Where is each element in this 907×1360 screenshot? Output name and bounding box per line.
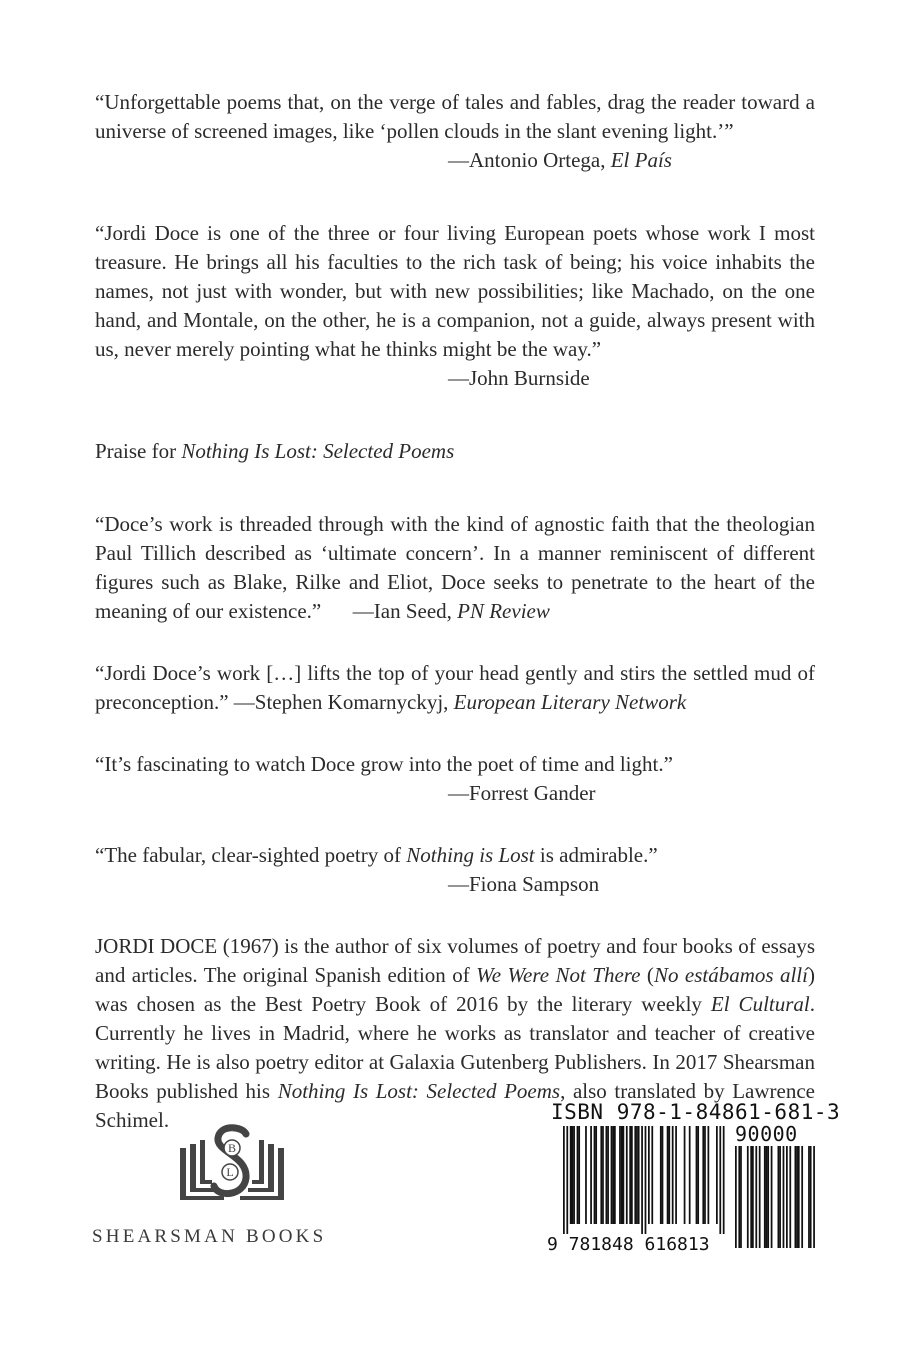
barcode-bar <box>606 1126 608 1224</box>
quote-ortega: “Unforgettable poems that, on the verge of tales and fables, drag the reader toward a universe of screened images, like ‘pollen clouds in the slant evening light.’” <box>95 90 815 143</box>
barcode-bar <box>634 1126 636 1224</box>
barcode-bar <box>723 1126 725 1234</box>
sampson-book-title: Nothing is Lost <box>406 843 535 867</box>
addon-bar <box>750 1146 752 1248</box>
back-cover-text <box>95 88 815 1135</box>
barcode-bar <box>595 1126 597 1224</box>
source-pn-review: PN Review <box>457 599 550 623</box>
praise-book-title: Nothing Is Lost: Selected Poems <box>181 439 455 463</box>
barcode-bar <box>684 1126 686 1224</box>
barcode-bar <box>638 1126 640 1224</box>
publisher-logo <box>92 1122 372 1252</box>
addon-bar <box>783 1146 785 1248</box>
addon-bar <box>789 1146 791 1248</box>
barcode-bar <box>667 1126 669 1224</box>
svg-text:L: L <box>226 1165 234 1179</box>
barcode-bar <box>607 1126 609 1224</box>
barcode-bar <box>629 1126 631 1224</box>
barcode-bar <box>675 1126 677 1224</box>
addon-bar <box>795 1146 797 1248</box>
addon-bar <box>747 1146 749 1248</box>
barcode-bar <box>662 1126 664 1224</box>
barcode-bar <box>716 1126 718 1224</box>
barcode-bar <box>631 1126 633 1224</box>
praise-heading: Praise for Nothing Is Lost: Selected Poems <box>95 439 455 463</box>
barcode-bar <box>621 1126 623 1224</box>
addon-bar <box>771 1146 773 1248</box>
addon-bar <box>759 1146 761 1248</box>
attribution-ortega: —Antonio Ortega, El País <box>448 148 672 172</box>
addon-bar <box>798 1146 800 1248</box>
barcode-bar <box>585 1126 587 1224</box>
barcode-bar <box>696 1126 698 1224</box>
barcode-bar <box>572 1126 574 1224</box>
quote-seed: “Doce’s work is threaded through with the kind of agnostic faith that the theologian Paul Tillich described as ‘ultimate concern’. In a manner reminiscent of different figures such as Blake, Rilke and Eliot, Doce seeks to penetrate to the heart of the meaning of our existence.” —Ian Seed, PN Review <box>95 512 815 623</box>
svg-text:S: S <box>232 1131 233 1132</box>
addon-bar <box>766 1146 768 1248</box>
barcode-bar <box>623 1126 625 1224</box>
barcode-bar <box>612 1126 614 1224</box>
barcode-bar <box>600 1126 602 1224</box>
addon-bar <box>738 1146 740 1248</box>
author-bio: JORDI DOCE (1967) is the author of six volumes of poetry and four books of essays and articles. The original Spanish edition of We Were Not There (No estábamos allí) was chosen as the Best Poetry Book of 2016 by the literary weekly El Cultural. Currently he lives in Madrid, where he works as translator and teacher of creative writing. He is also poetry editor at Galaxia Gutenberg Publishers. In 2017 Shearsman Books published his Nothing Is Lost: Selected Poems, also translated by Lawrence Schimel. <box>95 934 816 1132</box>
barcode-bar <box>636 1126 638 1224</box>
barcode-bar <box>648 1126 650 1224</box>
source-el-pais: El País <box>610 148 672 172</box>
attribution-sampson: —Fiona Sampson <box>448 872 600 896</box>
barcode-bar <box>573 1126 575 1224</box>
isbn-barcode <box>547 1100 841 1265</box>
attribution-gander: —Forrest Gander <box>448 781 596 805</box>
barcode-bar <box>619 1126 621 1224</box>
barcode-bar <box>641 1126 643 1234</box>
barcode-bar <box>626 1126 628 1224</box>
barcode-bar <box>668 1126 670 1224</box>
barcode-bar <box>660 1126 662 1224</box>
quote-komarnyckyj: “Jordi Doce’s work […] lifts the top of your head gently and stirs the settled mud of preconception.” —Stephen Komarnyckyj, European Literary Network <box>95 661 815 714</box>
attribution-burnside: —John Burnside <box>448 366 590 390</box>
shearsman-logo-icon <box>172 1122 292 1212</box>
barcode-bar <box>602 1126 604 1224</box>
barcode-bar <box>708 1126 710 1224</box>
source-eln: European Literary Network <box>453 690 687 714</box>
svg-text:B: B <box>227 1141 237 1155</box>
barcode-bar <box>577 1126 579 1224</box>
addon-bar <box>796 1146 798 1248</box>
ean13-barcode-icon <box>547 1126 727 1236</box>
attribution-seed: —Ian Seed, PN Review <box>352 599 550 623</box>
barcode-bar <box>704 1126 706 1224</box>
quote-burnside: “Jordi Doce is one of the three or four living European poets whose work I most treasure. He brings all his faculties to the rich task of being; his voice inhabits the names, not just with wonder, but with new possibilities; like Machado, on the one hand, and Montale, on the other, he is a companion, not a guide, always present with us, never merely pointing what he thinks might be the way.” <box>95 221 815 361</box>
addon-bar <box>740 1146 742 1248</box>
barcode-bar <box>611 1126 613 1224</box>
barcode-bar <box>590 1126 592 1224</box>
addon-bar <box>755 1146 757 1248</box>
addon-bar <box>810 1146 812 1248</box>
publisher-name: SHEARSMAN BOOKS <box>92 1226 327 1247</box>
isbn-label: ISBN 978-1-84861-681-3 <box>551 1100 841 1124</box>
barcode-bar <box>719 1126 721 1234</box>
barcode-bar <box>651 1126 653 1224</box>
quote-gander: “It’s fascinating to watch Doce grow into the poet of time and light.” <box>95 752 673 776</box>
barcode-bar <box>689 1126 691 1224</box>
addon-bar <box>735 1146 737 1248</box>
quote-sampson: “The fabular, clear-sighted poetry of Nothing is Lost is admirable.” <box>95 843 658 867</box>
barcode-bar <box>702 1126 704 1224</box>
barcode-bar <box>594 1126 596 1224</box>
barcode-bar <box>563 1126 565 1234</box>
addon-bar <box>764 1146 766 1248</box>
barcode-digits: 9 781848 616813 <box>547 1234 710 1255</box>
barcode-bar <box>570 1126 572 1224</box>
price-code: 90000 <box>735 1122 798 1146</box>
barcode-bar <box>578 1126 580 1224</box>
addon-bar <box>808 1146 810 1248</box>
addon-bar <box>813 1146 815 1248</box>
addon-barcode-icon <box>735 1146 821 1250</box>
addon-bar <box>767 1146 769 1248</box>
barcode-bar <box>697 1126 699 1224</box>
barcode-bar <box>645 1126 647 1234</box>
attribution-komarnyckyj: —Stephen Komarnyckyj, European Literary Network <box>233 690 687 714</box>
addon-bar <box>779 1146 781 1248</box>
addon-bar <box>752 1146 754 1248</box>
barcode-bar <box>672 1126 674 1224</box>
barcode-bar <box>614 1126 616 1224</box>
addon-bar <box>801 1146 803 1248</box>
addon-bar <box>786 1146 788 1248</box>
addon-bar <box>778 1146 780 1248</box>
barcode-bar <box>566 1126 568 1234</box>
